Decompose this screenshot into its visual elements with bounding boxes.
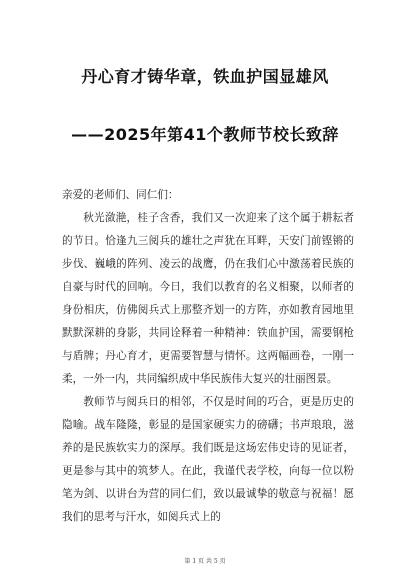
paragraph-2: 教师节与阅兵日的相邻，不仅是时间的巧合，更是历史的隐喻。战车隆隆，彰显的是国家硬实力的磅礴；书声琅琅，滋养的是民族软实力的深厚。我们既是这场宏伟史诗的见证者，更是参与其中的筑梦人。在此，我谨代表学校，向每一位以粉笔为剑、以讲台为营的同仁们，致以最诚挚的敬意与祝福！愿我们的思考与汗水，如阅兵式上的 xyxy=(62,396,354,523)
document-title: 丹心育才铸华章，铁血护国显雄风 xyxy=(81,67,329,86)
paragraph-1: 秋光潋滟，桂子含香，我们又一次迎来了这个属于耕耘者的节日。恰逢九三阅兵的雄壮之声犹在耳畔，天安门前铿锵的步伐、巍峨的阵列、凌云的战鹰，仍在我们心中激荡着民族的自豪与时代的回响。今日，我们以教育的名义相聚，以师者的身份相庆，仿佛阅兵式上那整齐划一的方阵，亦如教育园地里默默深耕的身影，共同诠释着一种精神：铁血护国，需要钢枪与盾牌；丹心育才，更需要智慧与情怀。这两幅画卷，一刚一柔，一外一内，共同编织成中华民族伟大复兴的壮丽图景。 xyxy=(62,212,354,385)
document-body xyxy=(62,184,354,529)
page-number-footer: 第 1 页 共 5 页 xyxy=(184,558,226,565)
document-subtitle: ——2025年第41个教师节校长致辞 xyxy=(71,125,339,144)
salutation: 亲爱的老师们、同仁们： xyxy=(62,189,179,201)
